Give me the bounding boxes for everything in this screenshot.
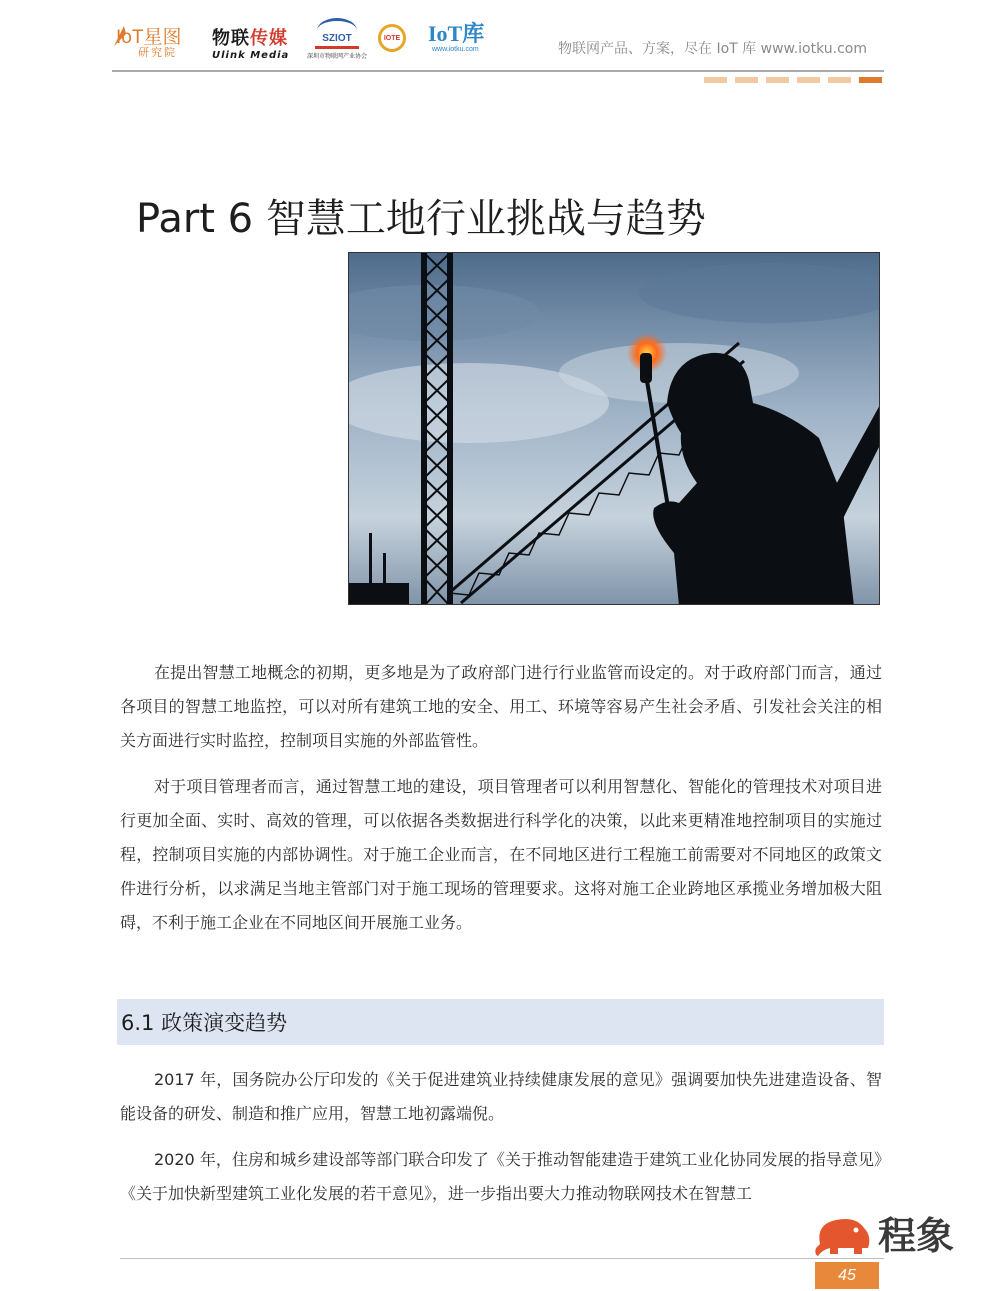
logo-main-text: IOTE: [383, 34, 401, 42]
logo-sub-text: 研究院: [138, 46, 177, 59]
dash: [828, 77, 851, 83]
page-header: [0, 0, 1000, 100]
construction-worker-photo: [348, 252, 880, 605]
circle-badge-icon: [378, 24, 406, 52]
body-paragraph: 2020 年，住房和城乡建设部等部门联合印发了《关于推动智能建造于建筑工业化协同发展的指导意见》《关于加快新型建筑工业化发展的若干意见》，进一步指出要大力推动物联网技术在智慧工: [120, 1150, 882, 1203]
photo-illustration: [349, 253, 880, 605]
logo-main-text: [212, 24, 292, 50]
aiot-star-map-logo: [112, 20, 192, 60]
logo-main-part-a: 物联: [212, 28, 250, 49]
page-number: 45: [815, 1262, 879, 1289]
dash: [797, 77, 820, 83]
iotku-logo: [428, 22, 492, 62]
section-heading: 6.1 政策演变趋势: [121, 1011, 288, 1035]
logo-sub-text: Ulink Media: [212, 50, 290, 61]
arc-icon: [317, 18, 357, 43]
body-paragraph: 在提出智慧工地概念的初期，更多地是为了政府部门进行行业监管而设定的。对于政府部门而言，通过各项目的智慧工地监控，可以对所有建筑工地的安全、用工、环境等容易产生社会矛盾、引发社会关注的相关方面进行实时监控，控制项目实施的外部监管性。: [120, 663, 882, 750]
sziot-logo: [305, 18, 369, 64]
divider: [315, 46, 359, 49]
header-dash-decoration: [704, 77, 884, 84]
dash: [766, 77, 789, 83]
elephant-icon: [812, 1214, 874, 1258]
logo-sub-text: www.iotku.com: [432, 46, 479, 53]
logo-main-text: IoT库: [428, 21, 485, 46]
header-tagline: 物联网产品、方案，尽在 IoT 库 www.iotku.com: [558, 41, 867, 57]
iote-logo: [378, 24, 410, 56]
section-heading-band: [117, 999, 884, 1045]
ulink-media-logo: [212, 24, 292, 64]
dash: [704, 77, 727, 83]
logo-main-part-b: 传媒: [250, 28, 288, 49]
watermark-logo: [812, 1214, 972, 1262]
body-paragraph: 对于项目管理者而言，通过智慧工地的建设，项目管理者可以利用智慧化、智能化的管理技术对项目进行更加全面、实时、高效的管理，可以依据各类数据进行科学化的决策，以此来更精准地控制项目的实施过程，控制项目实施的内部协调性。对于施工企业而言，在不同地区进行工程施工前需要对不同地区的政策文件进行分析，以求满足当地主管部门对于施工现场的管理要求。这将对施工企业跨地区承揽业务增加极大阻碍，不利于施工企业在不同地区间开展施工业务。: [120, 777, 882, 932]
logo-sub-text: 深圳市物联网产业协会: [306, 53, 367, 60]
header-divider: [112, 70, 884, 72]
footer-divider: [120, 1258, 884, 1259]
logo-main-text: IoT星图: [116, 27, 182, 48]
body-paragraph: 2017 年，国务院办公厅印发的《关于促进建筑业持续健康发展的意见》强调要加快先进建造设备、智能设备的研发、制造和推广应用，智慧工地初露端倪。: [120, 1070, 882, 1123]
dash: [735, 77, 758, 83]
dash: [859, 77, 882, 83]
page-title: Part 6 智慧工地行业挑战与趋势: [136, 195, 706, 242]
watermark-text: 程象: [878, 1214, 955, 1258]
logo-main-text: SZIOT: [322, 33, 352, 44]
